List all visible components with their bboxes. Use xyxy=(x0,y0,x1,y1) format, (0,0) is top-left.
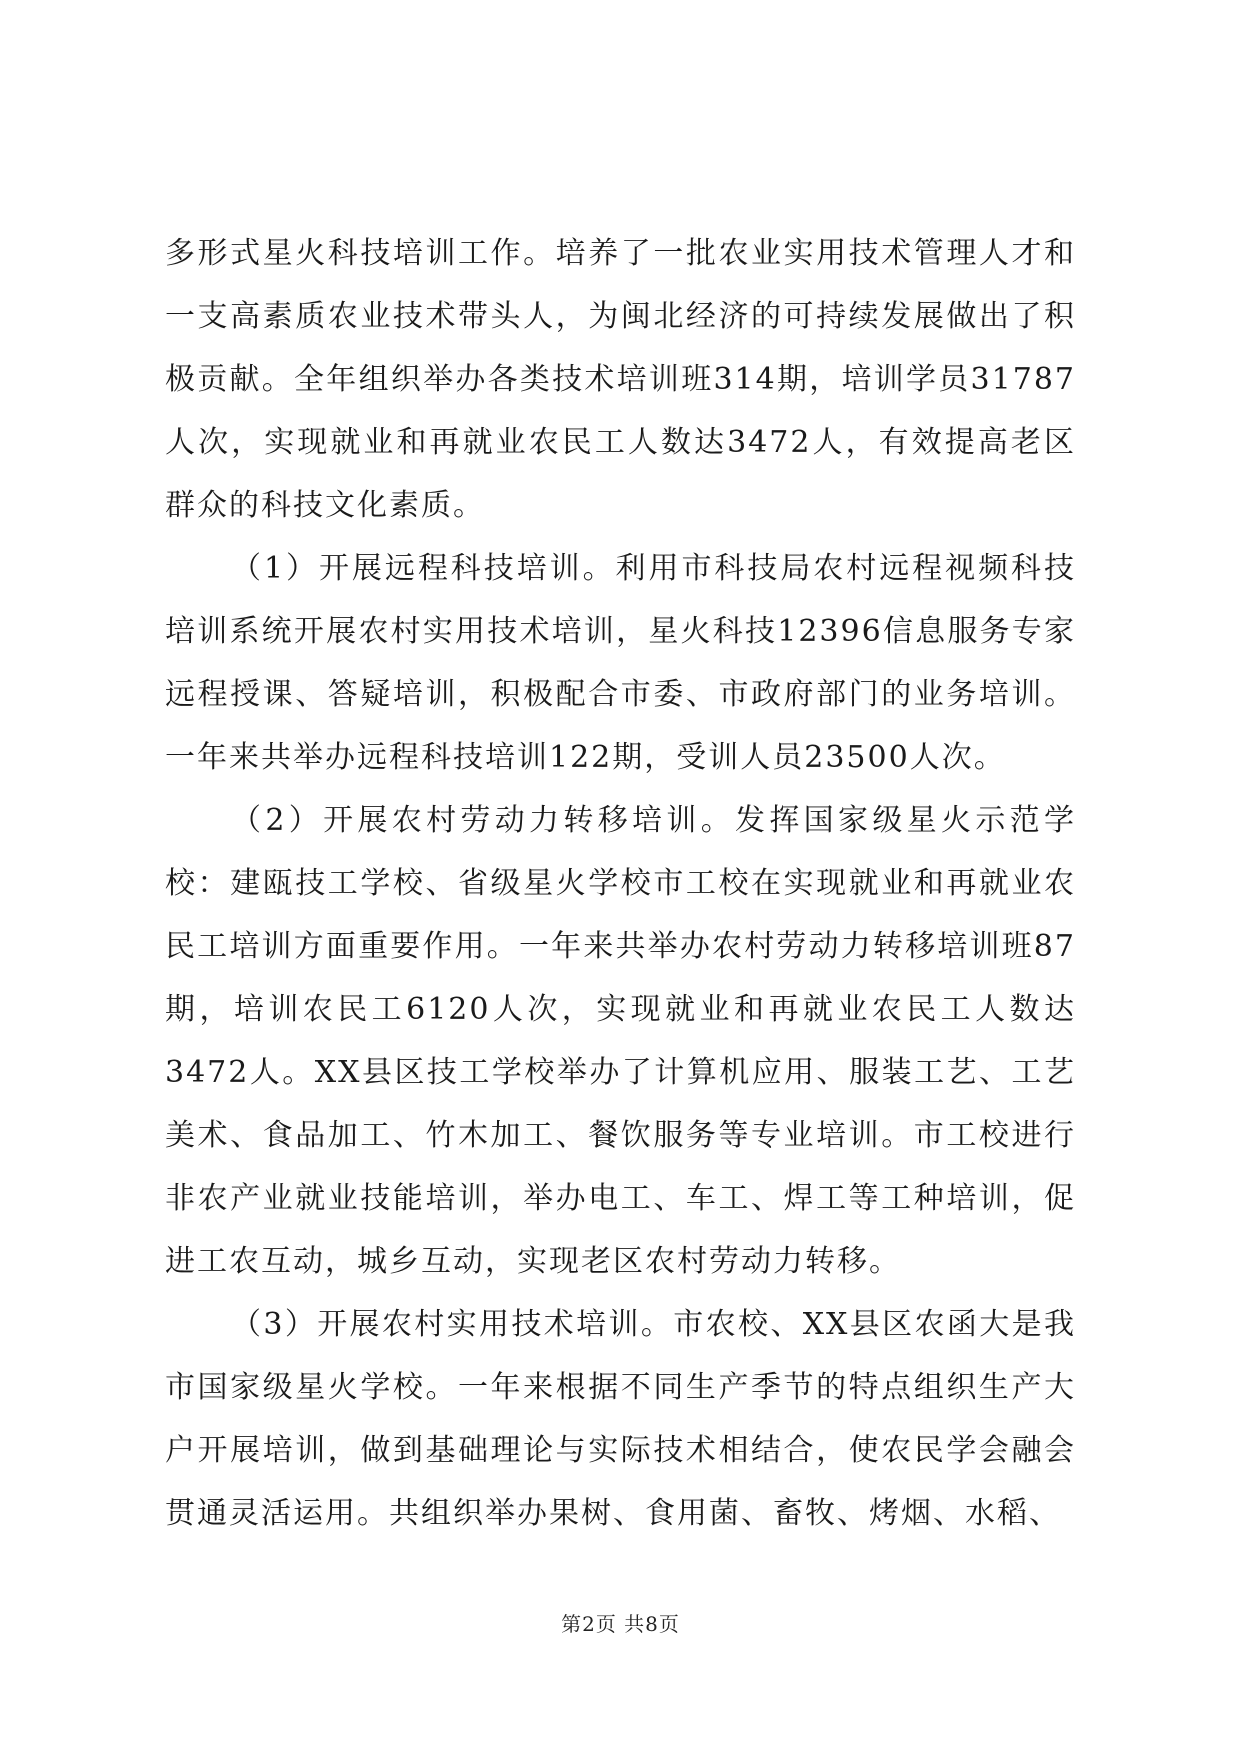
paragraph-continuation: 多形式星火科技培训工作。培养了一批农业实用技术管理人才和一支高素质农业技术带头人，为闽北经济的可持续发展做出了积极贡献。全年组织举办各类技术培训班314期，培训学员31787人次，实现就业和再就业农民工人数达3472人，有效提高老区群众的科技文化素质。 xyxy=(165,236,1076,523)
paragraph-practical-tech-training: （3）开展农村实用技术培训。市农校、XX县区农函大是我市国家级星火学校。一年来根据不同生产季节的特点组织生产大户开展培训，做到基础理论与实际技术相结合，使农民学会融会贯通灵活运用。共组织举办果树、食用菌、畜牧、烤烟、水稻、 xyxy=(165,1307,1076,1531)
page-footer: 第2页 共8页 xyxy=(561,1612,680,1636)
document-body xyxy=(165,222,1076,1545)
paragraph-remote-training: （1）开展远程科技培训。利用市科技局农村远程视频科技培训系统开展农村实用技术培训，星火科技12396信息服务专家远程授课、答疑培训，积极配合市委、市政府部门的业务培训。一年来共举办远程科技培训122期，受训人员23500人次。 xyxy=(165,551,1076,775)
paragraph-labor-transfer-training: （2）开展农村劳动力转移培训。发挥国家级星火示范学校：建瓯技工学校、省级星火学校市工校在实现就业和再就业农民工培训方面重要作用。一年来共举办农村劳动力转移培训班87期，培训农民工6120人次，实现就业和再就业农民工人数达3472人。XX县区技工学校举办了计算机应用、服装工艺、工艺美术、食品加工、竹木加工、餐饮服务等专业培训。市工校进行非农产业就业技能培训，举办电工、车工、焊工等工种培训，促进工农互动，城乡互动，实现老区农村劳动力转移。 xyxy=(165,803,1076,1279)
